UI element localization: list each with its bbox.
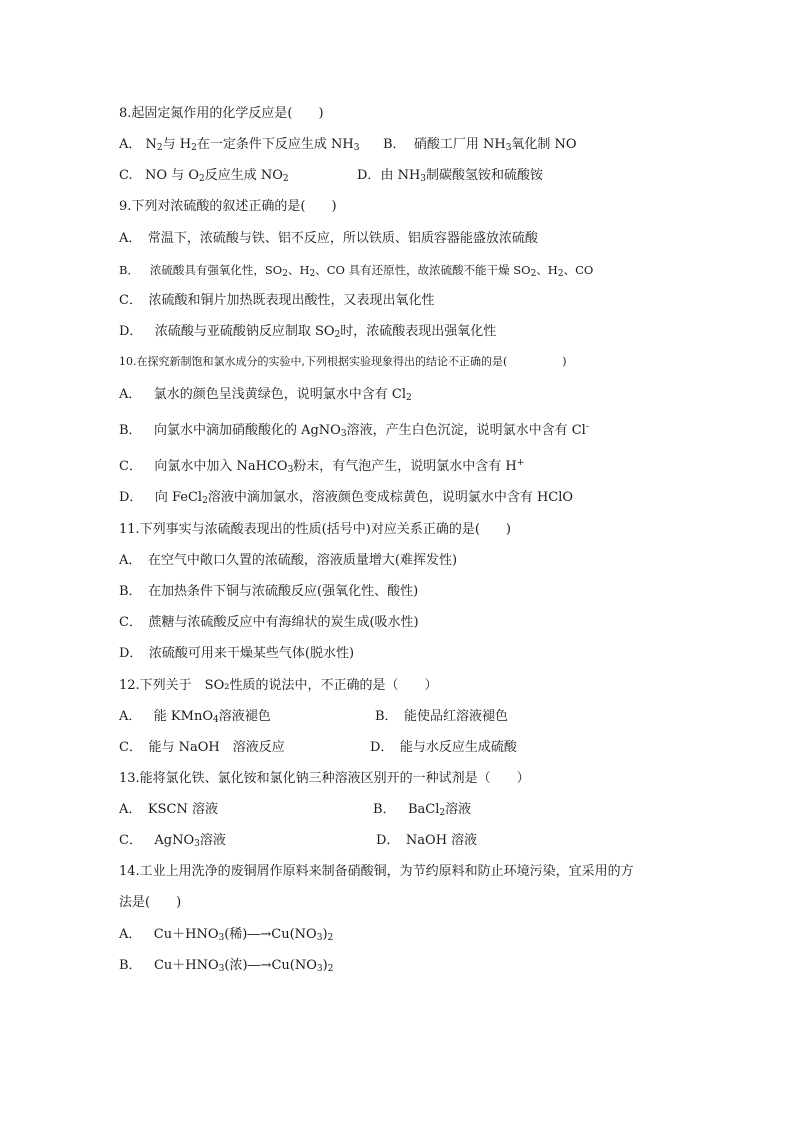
q8-options-cd [119, 168, 544, 184]
q12-option-d: D． 能与水反应生成硫酸 [370, 740, 517, 755]
q14-option-a: A． $Cu+HNO_3$(稀)$―\to Cu(NO_3)_2$ [119, 927, 334, 943]
q12-stem: 12.下列关于 SO₂性质的说法中，不正确的是（ ） [119, 678, 438, 693]
q11-option-d: D． 浓硫酸可用来干燥某些气体(脱水性) [119, 646, 355, 661]
q12-option-a: A． 能 KMnO$_4$溶液褪色 [119, 709, 271, 725]
q10-option-b: B． 向氯水中滴加硝酸酸化的 AgNO$_3$溶液，产生白色沉淀，说明氯水中含有 Cl- [119, 422, 589, 439]
q10-option-a: A． 氯水的颜色呈浅黄绿色，说明氯水中含有 $Cl_2$ [119, 387, 412, 403]
q13-option-b: B． BaCl$_2$溶液 [373, 802, 472, 818]
q11-option-b: B． 在加热条件下铜与浓硫酸反应(强氧化性、酸性) [119, 584, 419, 599]
q9-stem: 9.下列对浓硫酸的叙述正确的是( ) [119, 199, 337, 214]
q13-option-c: C． AgNO$_3$溶液 [119, 833, 226, 849]
q13-options-ab [119, 802, 472, 818]
q9-option-d: D． 浓硫酸与亚硫酸钠反应制取 $SO_2$时，浓硫酸表现出强氧化性 [119, 324, 497, 340]
q8-stem: 8.起固定氮作用的化学反应是( ) [119, 106, 324, 121]
q12-option-c: C． 能与 NaOH 溶液反应 [119, 740, 285, 755]
q10-option-c: C． 向氯水中加入 NaHCO$_3$粉末，有气泡产生，说明氯水中含有 H+ [119, 458, 525, 475]
q8-option-c: C. NO 与 $O_2$反应生成 $NO_2$ [119, 168, 289, 184]
q8-options-ab [119, 137, 577, 153]
q14-option-b: B． $Cu+HNO_3$(浓)$―\to Cu(NO_3)_2$ [119, 958, 334, 974]
q13-option-a: A． KSCN 溶液 [119, 802, 218, 817]
q8-option-b: B． 硝酸工厂用 $NH_3$氧化制 NO [383, 137, 577, 153]
q8-option-a: A． $N_2$与 $H_2$在一定条件下反应生成 $NH_3$ [119, 137, 360, 153]
q9-option-b: B． 浓硫酸具有强氧化性，$SO_2$、$H_2$、CO 具有还原性，故浓硫酸不能干燥 $SO_2$、$H_2$、CO [119, 263, 594, 279]
q13-stem: 13.能将氯化铁、氯化铵和氯化钠三种溶液区别开的一种试剂是（ ） [119, 771, 530, 786]
q12-option-b: B． 能使品红溶液褪色 [375, 709, 509, 724]
q12-options-cd [119, 740, 517, 756]
q10-option-d: D． 向 FeCl$_2$溶液中滴加氯水，溶液颜色变成棕黄色，说明氯水中含有 HClO [119, 490, 574, 506]
q9-option-c: C． 浓硫酸和铜片加热既表现出酸性，又表现出氧化性 [119, 293, 435, 308]
q11-option-c: C． 蔗糖与浓硫酸反应中有海绵状的炭生成(吸水性) [119, 615, 419, 630]
q13-options-cd [119, 833, 478, 849]
q14-stem-line1: 14.工业上用洗净的废铜屑作原料来制备硝酸铜，为节约原料和防止环境污染，宜采用的方 [119, 864, 634, 879]
q9-option-a: A． 常温下，浓硫酸与铁、铝不反应，所以铁质、铝质容器能盛放浓硫酸 [119, 231, 538, 246]
q13-option-d: D． NaOH 溶液 [376, 833, 478, 848]
q14-stem-line2: 法是( ) [119, 895, 182, 910]
q11-stem: 11.下列事实与浓硫酸表现出的性质(括号中)对应关系正确的是( ) [119, 522, 511, 537]
q12-options-ab [119, 709, 509, 725]
q8-option-d: D．由 $NH_3$制碳酸氢铵和硫酸铵 [357, 168, 544, 184]
q11-option-a: A． 在空气中敞口久置的浓硫酸，溶液质量增大(难挥发性) [119, 553, 458, 568]
q10-stem: 10.在探究新制饱和氯水成分的实验中,下列根据实验现象得出的结论不正确的是( ) [119, 355, 567, 368]
